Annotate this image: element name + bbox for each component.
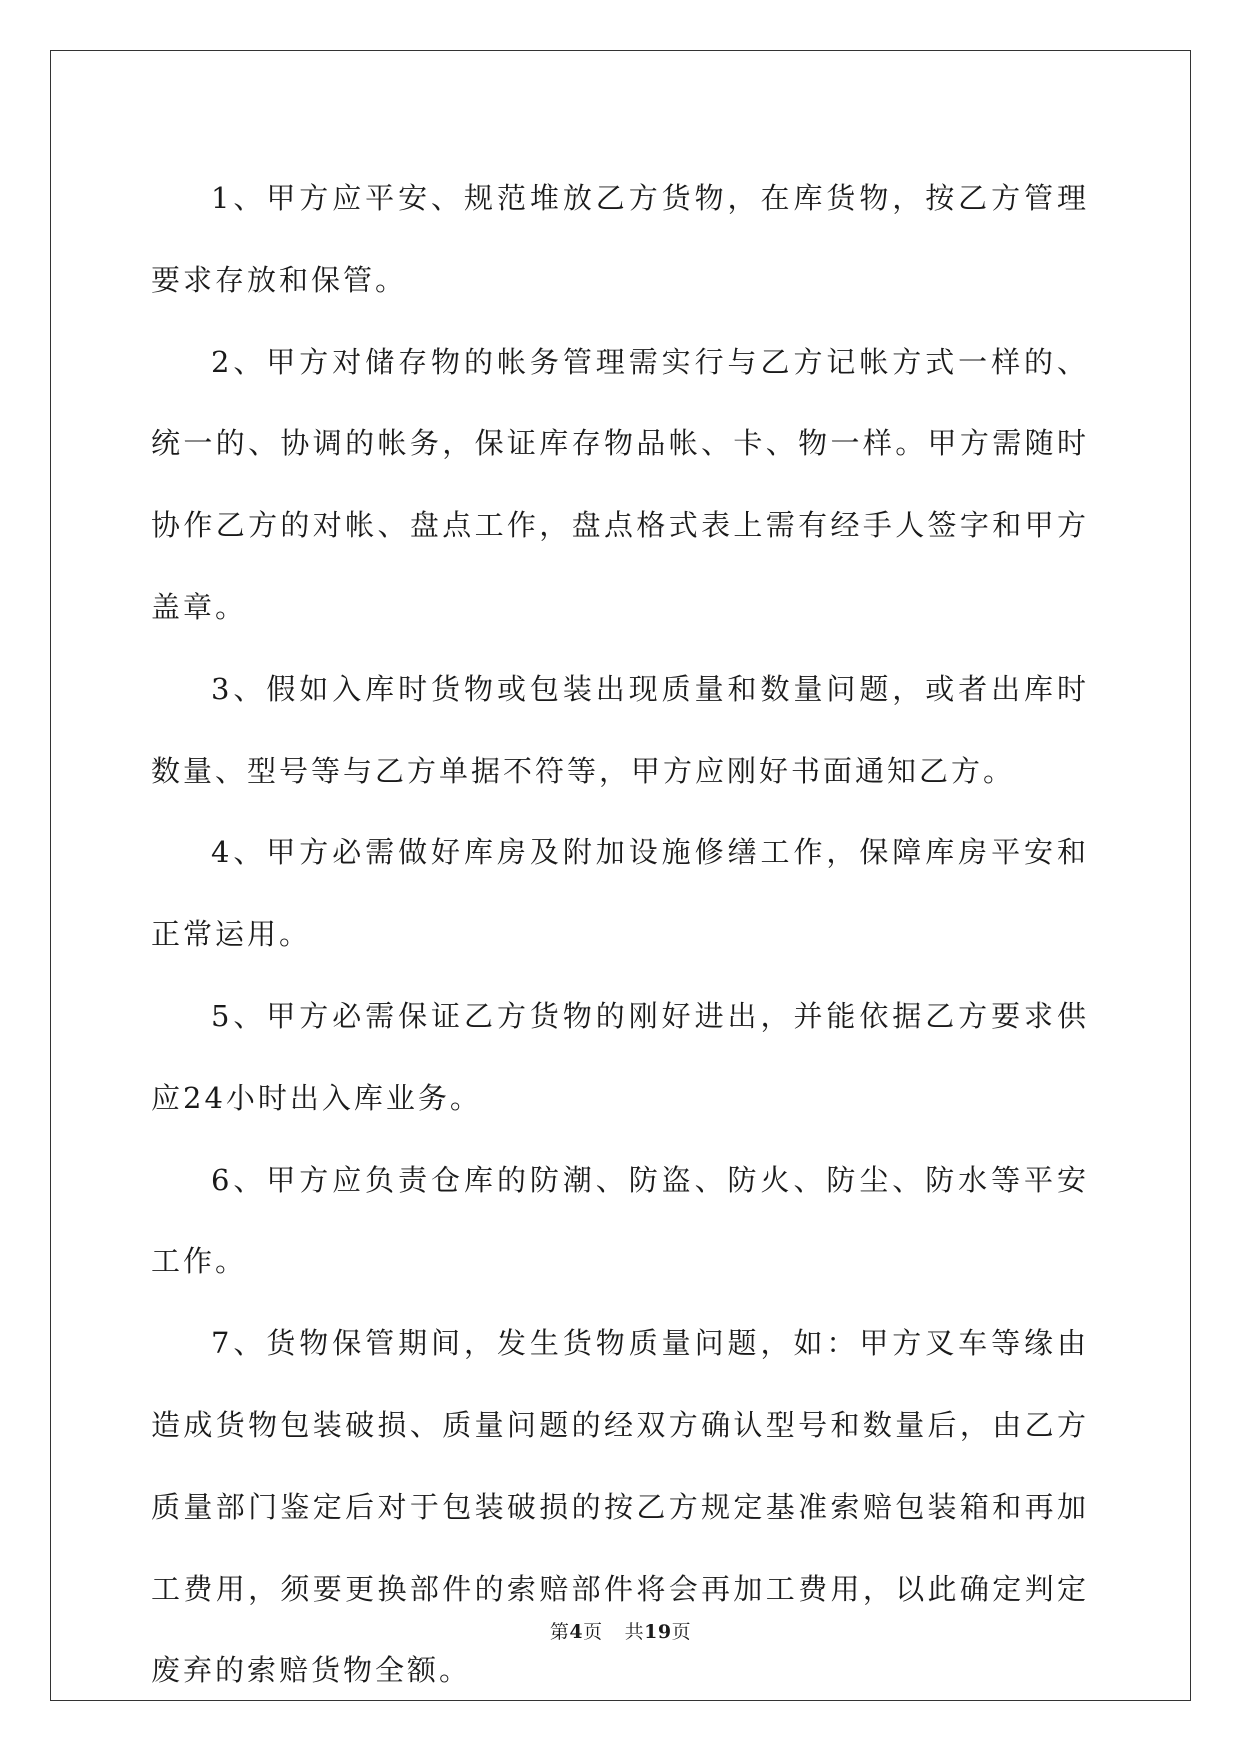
total-suffix: 页 [671, 1621, 692, 1643]
clause-4: 4、甲方必需做好库房及附加设施修缮工作，保障库房平安和正常运用。 [151, 835, 1089, 952]
clause-1: 1、甲方应平安、规范堆放乙方货物，在库货物，按乙方管理要求存放和保管。 [151, 181, 1089, 297]
clause-5: 5、甲方必需保证乙方货物的刚好进出，并能依据乙方要求供应24小时出入库业务。 [151, 998, 1089, 1115]
clause-3: 3、假如入库时货物或包装出现质量和数量问题，或者出库时数量、型号等与乙方单据不符等，甲方应刚好书面通知乙方。 [151, 671, 1089, 788]
total-prefix: 共 [624, 1621, 645, 1643]
clause-6: 6、甲方应负责仓库的防潮、防盗、防火、防尘、防水等平安工作。 [151, 1162, 1089, 1279]
page-prefix: 第 [549, 1621, 570, 1643]
page-footer [0, 1620, 1241, 1644]
clause-2: 2、甲方对储存物的帐务管理需实行与乙方记帐方式一样的、统一的、协调的帐务，保证库存物品帐、卡、物一样。甲方需随时协作乙方的对帐、盘点工作，盘点格式表上需有经手人签字和甲方盖章。 [151, 344, 1089, 624]
current-page-number: 4 [569, 1621, 584, 1643]
total-page-count: 19 [644, 1621, 672, 1643]
document-body [151, 158, 1089, 1712]
clause-7: 7、货物保管期间，发生货物质量问题，如：甲方叉车等缘由造成货物包装破损、质量问题的经双方确认型号和数量后，由乙方质量部门鉴定后对于包装破损的按乙方规定基准索赔包装箱和再加工费用，须要更换部件的索赔部件将会再加工费用，以此确定判定废弃的索赔货物全额。 [151, 1326, 1089, 1688]
page-suffix: 页 [583, 1621, 603, 1643]
